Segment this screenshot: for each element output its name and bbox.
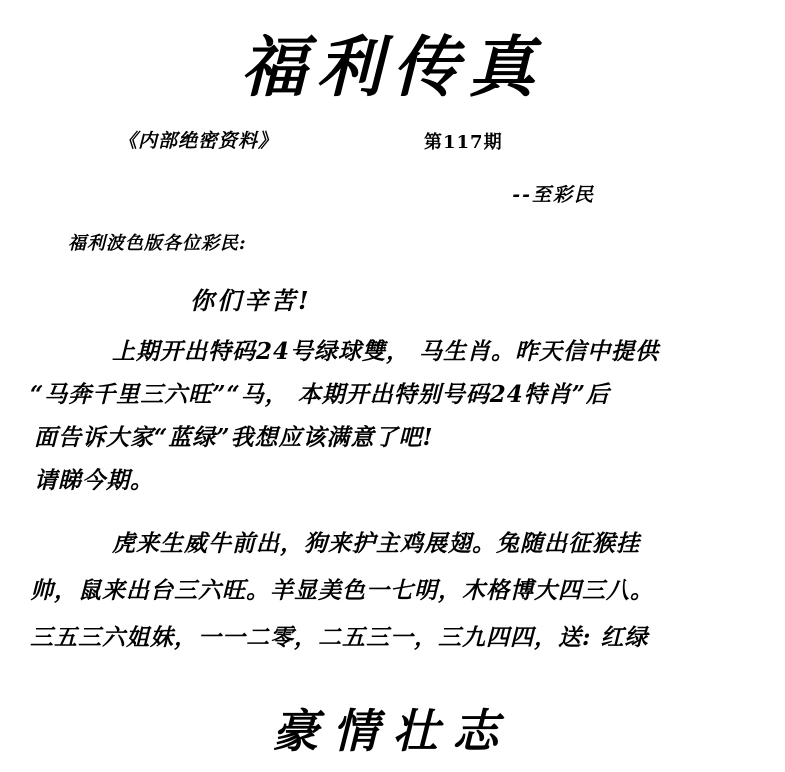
exclamation-line: 你们辛苦! — [190, 286, 312, 315]
body-line: 请睇今期。 — [34, 467, 154, 494]
verse-line: 帅，鼠来出台三六旺。羊显美色一七明，木格博大四三八。 — [30, 577, 654, 604]
verse-line: 三五三六姐妹，一一二零，二五三一，三九四四，送: 红绿 — [30, 624, 649, 651]
page-title: 福利传真 — [240, 28, 545, 106]
byline: --至彩民 — [512, 184, 595, 206]
issue-number: 第117期 — [424, 132, 503, 153]
greeting-line: 福利波色版各位彩民: — [68, 233, 247, 254]
footer-slogan: 豪情壮志 — [272, 704, 513, 758]
body-line: 上期开出特码24号绿球雙， 马生肖。昨天信中提供 — [112, 338, 660, 365]
body-line: 面告诉大家“蓝绿”我想应该满意了吧! — [34, 424, 434, 451]
subtitle-row — [0, 126, 785, 166]
body-paragraph — [0, 330, 785, 502]
body-line: “马奔千里三六旺”“马， 本期开出特别号码24特肖”后 — [30, 381, 610, 408]
verse-line: 虎来生威牛前出，狗来护主鸡展翅。兔随出征猴挂 — [112, 530, 640, 557]
verse-paragraph — [0, 520, 785, 661]
secret-material-label: 《内部绝密资料》 — [118, 130, 279, 152]
